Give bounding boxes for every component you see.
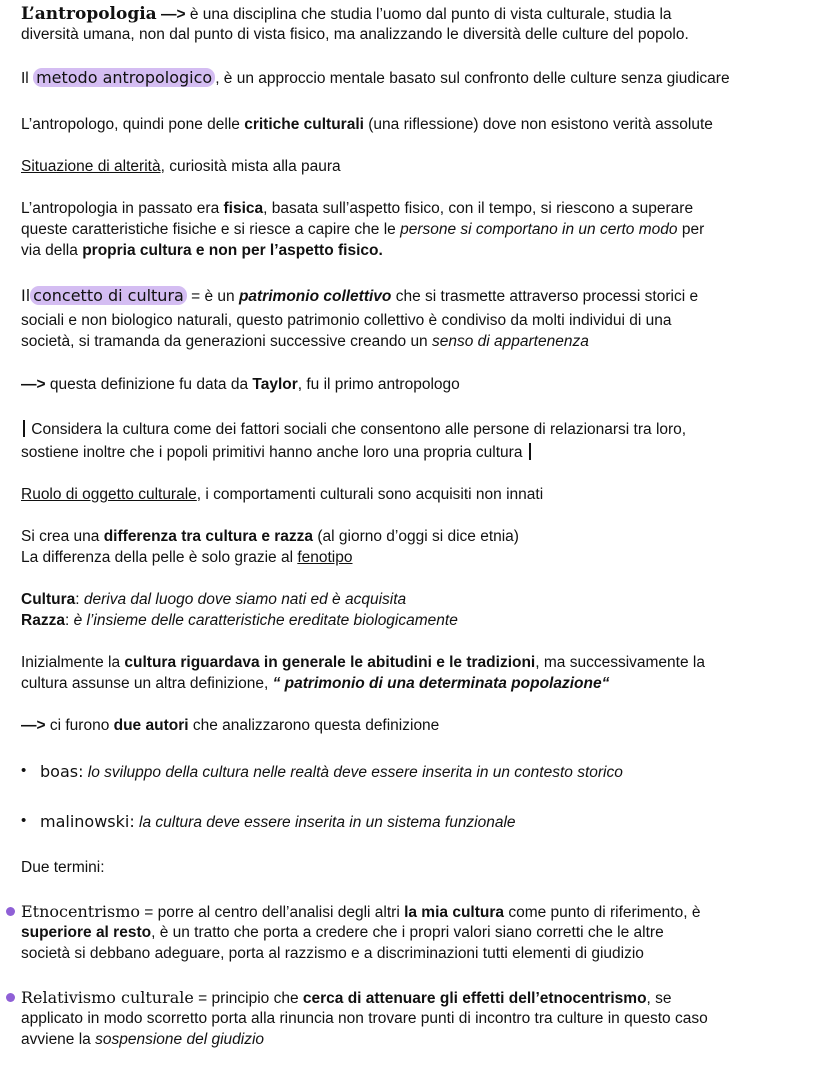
author-boas: boas: lo sviluppo della cultura nelle realtà deve essere inserita in un contesto storico bbox=[40, 762, 623, 781]
etnocentrismo-line-1: Etnocentrismo = porre al centro dell’analisi degli altri la mia cultura come punto di riferimento, è bbox=[21, 902, 701, 921]
considera-line-2: sostiene inoltre che i popoli primitivi hanno anche loro una propria cultura bbox=[21, 443, 533, 463]
razza-line-2: La differenza della pelle è solo grazie al fenotipo bbox=[21, 549, 353, 566]
bullet-icon: • bbox=[21, 812, 27, 829]
highlight-concetto: concetto di cultura bbox=[30, 286, 187, 305]
razza-line-1: Si crea una differenza tra cultura e razza (al giorno d’oggi si dice etnia) bbox=[21, 528, 519, 545]
terms-heading: Due termini: bbox=[21, 859, 105, 876]
metodo-line: Il metodo antropologico , è un approccio mentale basato sul confronto delle culture senza giudicare bbox=[21, 68, 730, 87]
purple-bullet-icon bbox=[6, 993, 15, 1002]
bracket-bar bbox=[23, 420, 25, 437]
bracket-bar bbox=[529, 443, 531, 460]
fisica-line-3: via della propria cultura e non per l’aspetto fisico. bbox=[21, 242, 383, 259]
title-antropologia: L’antropologia bbox=[21, 4, 157, 24]
concetto-line-2: sociali e non biologico naturali, questo patrimonio collettivo è condiviso da molti individui di una bbox=[21, 312, 672, 329]
relativismo-line-3: avviene la sospensione del giudizio bbox=[21, 1031, 265, 1048]
alterita-line: Situazione di alterità, curiosità mista alla paura bbox=[21, 158, 341, 175]
arrow: —> bbox=[161, 6, 186, 23]
fisica-line-2: queste caratteristiche fisiche e si riesce a capire che le persone si comportano in un certo modo per bbox=[21, 221, 705, 238]
highlight-metodo: metodo antropologico bbox=[33, 68, 215, 87]
cultura-definition: Cultura: deriva dal luogo dove siamo nati ed è acquisita bbox=[21, 591, 407, 608]
concetto-line-1: Il concetto di cultura = è un patrimonio collettivo che si trasmette attraverso processi storici e bbox=[21, 286, 699, 305]
relativismo-line-2: applicato in modo scorretto porta alla rinuncia non trovare punti di incontro tra culture in questo caso bbox=[21, 1010, 708, 1027]
etnocentrismo-line-3: società si debbano adeguare, porta al razzismo e a discriminazioni tutti elementi di giudizio bbox=[21, 945, 644, 962]
intro-line-2: diversità umana, non dal punto di vista fisico, ma analizzando le diversità delle culture del popolo. bbox=[21, 26, 689, 43]
bullet-icon: • bbox=[21, 762, 27, 779]
antropologo-line: L’antropologo, quindi pone delle critiche culturali (una riflessione) dove non esistono verità assolute bbox=[21, 116, 713, 133]
arrow: —> bbox=[21, 376, 46, 393]
inizialmente-line-2: cultura assunse un altra definizione, “ patrimonio di una determinata popolazione“ bbox=[21, 675, 610, 692]
taylor-line: —> questa definizione fu data da Taylor, fu il primo antropologo bbox=[21, 376, 460, 393]
considera-line-1: Considera la cultura come dei fattori sociali che consentono alle persone di relazionarsi tra loro, bbox=[21, 420, 686, 440]
ruolo-line: Ruolo di oggetto culturale, i comportamenti culturali sono acquisiti non innati bbox=[21, 486, 544, 503]
etnocentrismo-line-2: superiore al resto, è un tratto che porta a credere che i propri valori siano corretti che le altre bbox=[21, 924, 664, 941]
concetto-line-3: società, si tramanda da generazioni successive creando un senso di appartenenza bbox=[21, 333, 589, 350]
purple-bullet-icon bbox=[6, 907, 15, 916]
author-malinowski: malinowski: la cultura deve essere inserita in un sistema funzionale bbox=[40, 812, 516, 831]
inizialmente-line-1: Inizialmente la cultura riguardava in generale le abitudini e le tradizioni, ma successivamente la bbox=[21, 654, 705, 671]
autori-line: —> ci furono due autori che analizzarono questa definizione bbox=[21, 717, 440, 734]
intro-line-1: L’antropologia —> è una disciplina che studia l’uomo dal punto di vista culturale, studia la bbox=[21, 4, 672, 24]
razza-definition: Razza: è l’insieme delle caratteristiche ereditate biologicamente bbox=[21, 612, 458, 629]
fisica-line-1: L’antropologia in passato era fisica, basata sull’aspetto fisico, con il tempo, si riescono a superare bbox=[21, 200, 694, 217]
arrow: —> bbox=[21, 717, 46, 734]
relativismo-line-1: Relativismo culturale = principio che cerca di attenuare gli effetti dell’etnocentrismo, se bbox=[21, 988, 672, 1007]
